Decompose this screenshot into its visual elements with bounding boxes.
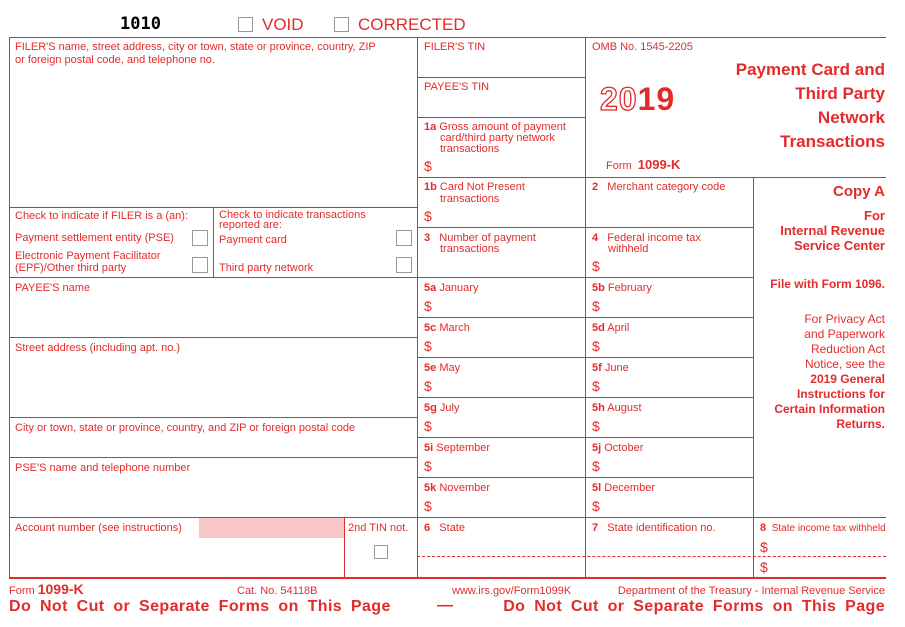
third-party-network-checkbox[interactable] (396, 257, 412, 273)
box-5j-label: 5j October (592, 442, 644, 454)
void-checkbox[interactable] (238, 17, 253, 32)
box-5j-dollar: $ (592, 458, 600, 474)
box-1a-label: 1a Gross amount of payment (424, 121, 566, 133)
filer-tin-label: FILER'S TIN (424, 41, 486, 53)
box-5k-label: 5k November (424, 482, 491, 494)
form-code: 1010 (120, 14, 161, 34)
box-5c-label: 5c March (424, 322, 470, 334)
box-7-label: 7 State identification no. (592, 522, 716, 534)
box-4-label-2: withheld (608, 243, 649, 255)
footer-cat-no: Cat. No. 54118B (237, 585, 318, 597)
footer-form-id: Form 1099-K (9, 581, 84, 597)
account-number-field[interactable] (199, 518, 344, 538)
payment-card-checkbox[interactable] (396, 230, 412, 246)
do-not-cut-dash: — (437, 597, 453, 614)
box-1b-label-2: transactions (440, 193, 500, 205)
box-4-label: 4 Federal income tax (592, 232, 701, 244)
third-party-network-label: Third party network (219, 262, 314, 274)
box-5b-label: 5b February (592, 282, 652, 294)
box-5h-label: 5h August (592, 402, 642, 414)
box-5c-dollar: $ (424, 338, 432, 354)
filer-name-label: FILER'S name, street address, city or town, state or province, country, ZIP (15, 41, 376, 53)
box-5g-dollar: $ (424, 418, 432, 434)
box-1a-label-2: card/third party network (440, 132, 555, 144)
box-3-label-2: transactions (440, 243, 500, 255)
box-5i-label: 5i September (424, 442, 491, 454)
box-5k-dollar: $ (424, 498, 432, 514)
box-8-dollar-1: $ (760, 539, 768, 555)
file-with-label: File with Form 1096. (770, 277, 885, 291)
footer-department: Department of the Treasury - Internal Revenue Service (617, 585, 885, 597)
box-5e-label: 5e May (424, 362, 461, 374)
box-2-label: 2 Merchant category code (592, 181, 726, 193)
copy-a-label: Copy A (833, 183, 885, 200)
payee-tin-label: PAYEE'S TIN (424, 81, 490, 93)
tax-year: 2019 (600, 81, 676, 117)
pse-label: Payment settlement entity (PSE) (15, 232, 174, 244)
box-5l-dollar: $ (592, 498, 600, 514)
check-transactions-label-2: reported are: (219, 219, 282, 231)
box-5e-dollar: $ (424, 378, 432, 394)
do-not-cut-left: Do Not Cut or Separate Forms on This Page (9, 598, 391, 615)
check-transactions-label: Check to indicate transactions (219, 209, 366, 221)
privacy-note: For Privacy Act and Paperwork Reduction Act Notice, see the 2019 General Instructions for Certain Information Returns. (774, 312, 885, 431)
box-5d-label: 5d April (592, 322, 630, 334)
footer-website: www.irs.gov/Form1099K (452, 585, 572, 597)
corrected-label: CORRECTED (358, 15, 466, 34)
pse-checkbox[interactable] (192, 230, 208, 246)
box-5b-dollar: $ (592, 298, 600, 314)
box-5a-dollar: $ (424, 298, 432, 314)
corrected-checkbox[interactable] (334, 17, 349, 32)
box-8-dollar-2: $ (760, 559, 768, 575)
account-number-label: Account number (see instructions) (15, 522, 182, 534)
street-address-label: Street address (including apt. no.) (15, 342, 181, 354)
epf-checkbox[interactable] (192, 257, 208, 273)
do-not-cut-right: Do Not Cut or Separate Forms on This Page (503, 598, 885, 615)
box-6-label: 6 State (424, 522, 465, 534)
copy-for-label: For (864, 208, 885, 223)
city-label: City or town, state or province, country, and ZIP or foreign postal code (15, 422, 356, 434)
box-1a-label-3: transactions (440, 143, 500, 155)
box-5f-label: 5f June (592, 362, 629, 374)
void-label: VOID (262, 15, 304, 34)
epf-label-2: (EPF)/Other third party (15, 262, 127, 274)
box-4-dollar: $ (592, 258, 600, 274)
box-5a-label: 5a January (424, 282, 479, 294)
epf-label: Electronic Payment Facilitator (15, 250, 161, 262)
box-5h-dollar: $ (592, 418, 600, 434)
box-8-label: 8 State income tax withheld (760, 522, 886, 534)
box-5d-dollar: $ (592, 338, 600, 354)
omb-label: OMB No. 1545-2205 (592, 41, 693, 53)
check-filer-label: Check to indicate if FILER is a (an): (15, 210, 189, 222)
payee-name-label: PAYEE'S name (15, 282, 91, 294)
box-5l-label: 5l December (592, 482, 655, 494)
box-5g-label: 5g July (424, 402, 460, 414)
copy-irs-label-2: Service Center (793, 238, 885, 253)
box-1a-dollar: $ (424, 158, 432, 174)
omb-form-label: Form 1099-K (606, 157, 681, 172)
box-3-label: 3 Number of payment (424, 232, 536, 244)
box-1b-dollar: $ (424, 208, 432, 224)
second-tin-checkbox[interactable] (374, 545, 388, 559)
second-tin-label: 2nd TIN not. (348, 522, 409, 534)
box-5f-dollar: $ (592, 378, 600, 394)
box-5i-dollar: $ (424, 458, 432, 474)
pse-name-label: PSE'S name and telephone number (15, 462, 191, 474)
payment-card-label: Payment card (219, 234, 287, 246)
copy-irs-label: Internal Revenue (780, 223, 885, 238)
box-1b-label: 1b Card Not Present (424, 181, 525, 193)
form-title: Payment Card and Third Party Network Transactions (735, 60, 885, 151)
filer-name-label-2: or foreign postal code, and telephone no. (15, 54, 215, 66)
